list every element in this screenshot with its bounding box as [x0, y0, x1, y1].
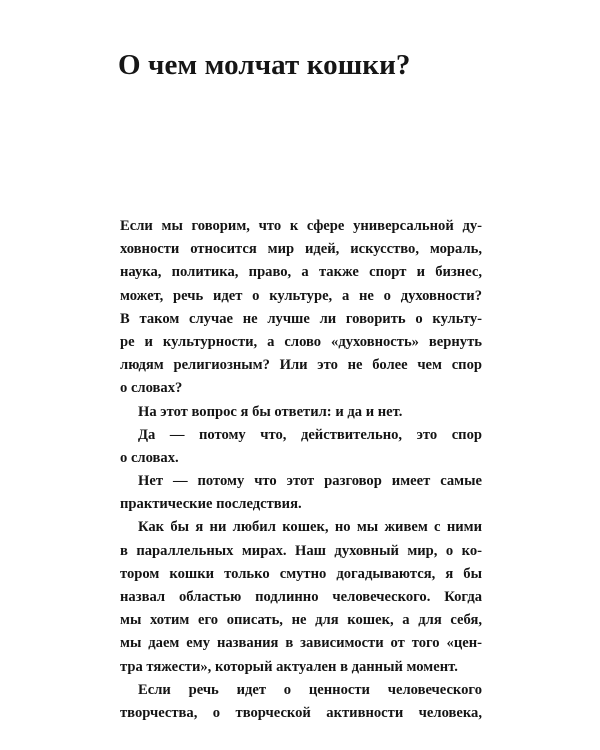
text-line: Как бы я ни любил кошек, но мы живем с ними [138, 519, 482, 536]
paragraph-3 [120, 424, 482, 470]
text-line: в параллельных мирах. Наш духовный мир, о ко- [120, 542, 482, 559]
text-line: творчества, о творческой активности человека, [120, 704, 482, 721]
text-line: ховности относится мир идей, искусство, мораль, [120, 241, 482, 258]
chapter-title: О чем молчат кошки? [118, 49, 411, 81]
paragraph-2 [120, 401, 482, 424]
paragraph-1 [120, 215, 482, 401]
text-line: тором кошки только смутно догадываются, я бы [120, 565, 482, 582]
text-line: мы хотим его описать, не для кошек, а для себя, [120, 612, 482, 629]
text-line: мы даем ему названия в зависимости от того «цен- [120, 635, 482, 652]
text-line: Если речь идет о ценности человеческого [138, 681, 482, 698]
text-line: практические последствия. [120, 496, 302, 513]
text-line: На этот вопрос я бы ответил: и да и нет. [138, 403, 403, 420]
text-line: людям религиозным? Или это не более чем спор [120, 357, 482, 374]
text-line: может, речь идет о культуре, а не о духовности? [120, 287, 482, 304]
text-line: о словах. [120, 449, 179, 466]
text-line: Да — потому что, действительно, это спор [138, 426, 482, 443]
text-line: ре и культурности, а слово «духовность» вернуть [120, 333, 482, 350]
text-line: наука, политика, право, а также спорт и бизнес, [120, 264, 482, 281]
text-line: В таком случае не лучше ли говорить о культу- [120, 310, 482, 327]
text-line: Нет — потому что этот разговор имеет самые [138, 473, 482, 490]
body-text [120, 215, 482, 725]
text-line: Если мы говорим, что к сфере универсальной ду- [120, 218, 482, 234]
paragraph-4 [120, 470, 482, 516]
text-line: назвал областью подлинно человеческого. Когда [120, 589, 482, 605]
paragraph-6 [120, 679, 482, 725]
text-line: тра тяжести», который актуален в данный момент. [120, 658, 458, 675]
paragraph-5 [120, 516, 482, 678]
text-line: о словах? [120, 380, 183, 397]
